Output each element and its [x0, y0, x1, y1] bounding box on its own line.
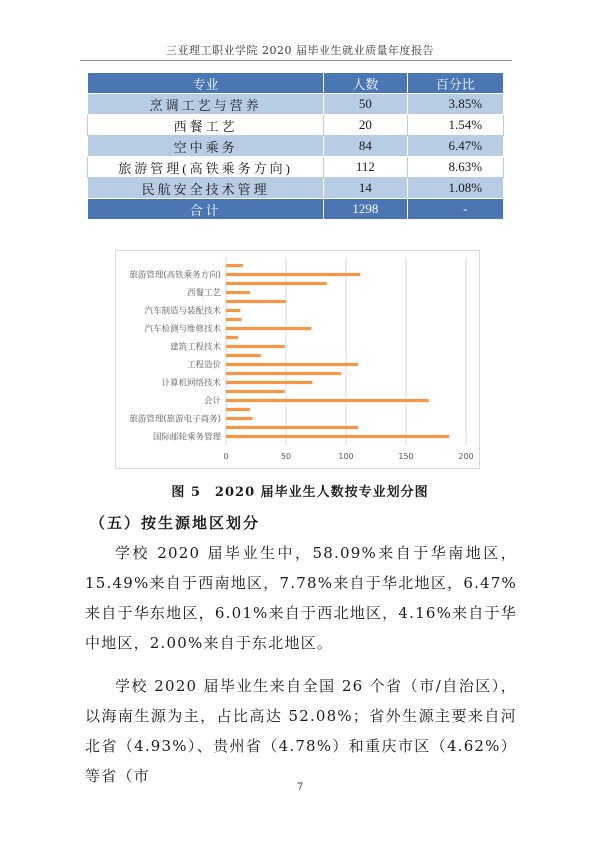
cell-major: 民航安全技术管理	[88, 178, 324, 199]
bar	[226, 345, 285, 348]
cell-count: 14	[324, 178, 407, 199]
category-label: 建筑工程技术	[169, 342, 221, 353]
bar-chart-svg	[116, 251, 479, 468]
bar	[226, 291, 250, 294]
cell-count: 112	[324, 157, 407, 178]
x-tick-label: 150	[398, 452, 414, 461]
column-header-count: 人数	[324, 73, 407, 94]
cell-major: 旅游管理(高铁乘务方向)	[88, 157, 324, 178]
cell-count: 50	[324, 94, 407, 115]
category-label: 西餐工艺	[186, 288, 221, 299]
x-tick-label: 100	[338, 452, 354, 461]
x-tick-label: 0	[223, 452, 229, 461]
category-label: 国际邮轮乘务管理	[152, 432, 221, 443]
table-row	[88, 157, 504, 178]
bar	[226, 363, 358, 366]
bar	[226, 327, 311, 330]
bar	[226, 426, 358, 429]
header-divider	[80, 60, 512, 61]
bar	[226, 354, 261, 357]
bar	[226, 399, 429, 402]
cell-major: 烹调工艺与营养	[88, 94, 324, 115]
cell-count: 20	[324, 115, 407, 136]
page-number: 7	[296, 782, 304, 793]
bar	[226, 318, 242, 321]
cell-total-percent: -	[407, 199, 503, 220]
cell-major: 空中乘务	[88, 136, 324, 157]
table-row	[88, 115, 504, 136]
bar-chart	[115, 250, 480, 469]
category-label: 会计	[203, 396, 221, 407]
bar	[226, 381, 312, 384]
bar	[226, 282, 327, 285]
bar	[226, 309, 240, 312]
bar	[226, 336, 238, 339]
table-total-row	[88, 199, 504, 220]
x-tick-label: 50	[280, 452, 292, 461]
bar	[226, 372, 341, 375]
major-stats-table	[87, 72, 504, 220]
bar	[226, 390, 285, 393]
cell-percent: 1.08%	[407, 178, 503, 199]
x-tick-label: 200	[458, 452, 474, 461]
table-row	[88, 136, 504, 157]
section-heading: （五）按生源地区划分	[90, 514, 261, 532]
table-header-row	[88, 73, 504, 94]
cell-percent: 3.85%	[407, 94, 503, 115]
bar	[226, 273, 360, 276]
page-header-title: 三亚理工职业学院 2020 届毕业生就业质量年度报告	[166, 44, 434, 57]
cell-total-label: 合计	[88, 199, 324, 220]
bar	[226, 417, 252, 420]
category-label: 旅游管理(旅游电子商务)	[129, 414, 221, 425]
cell-percent: 1.54%	[407, 115, 503, 136]
category-label: 计算机网络技术	[161, 378, 221, 389]
category-label: 汽车检测与维修技术	[144, 324, 221, 335]
bar	[226, 435, 449, 438]
bar	[226, 408, 250, 411]
bar	[226, 264, 243, 267]
cell-major: 西餐工艺	[88, 115, 324, 136]
paragraph: 学校 2020 届毕业生来自全国 26 个省（市/自治区），以海南生源为主，占比高达 52.08%；省外生源主要来自河北省（4.93%）、贵州省（4.78%）和重庆市区（4.62%）等省（市	[85, 677, 517, 785]
cell-percent: 6.47%	[407, 136, 503, 157]
category-label: 汽车制造与装配技术	[144, 306, 221, 317]
cell-total-count: 1298	[324, 199, 407, 220]
table-row	[88, 178, 504, 199]
paragraph: 学校 2020 届毕业生中，58.09%来自于华南地区，15.49%来自于西南地区，7.78%来自于华北地区，6.47%来自于华东地区，6.01%来自于西北地区，4.16%来自于华中地区，2.00%来自于东北地区。	[85, 544, 517, 652]
category-label: 工程造价	[186, 360, 221, 371]
cell-percent: 8.63%	[407, 157, 503, 178]
bar	[226, 300, 286, 303]
column-header-major: 专业	[88, 73, 324, 94]
column-header-percent: 百分比	[407, 73, 503, 94]
category-label: 旅游管理(高铁乘务方向)	[129, 270, 221, 281]
figure-caption: 图 5 2020 届毕业生人数按专业划分图	[171, 485, 429, 500]
cell-count: 84	[324, 136, 407, 157]
table-row	[88, 94, 504, 115]
